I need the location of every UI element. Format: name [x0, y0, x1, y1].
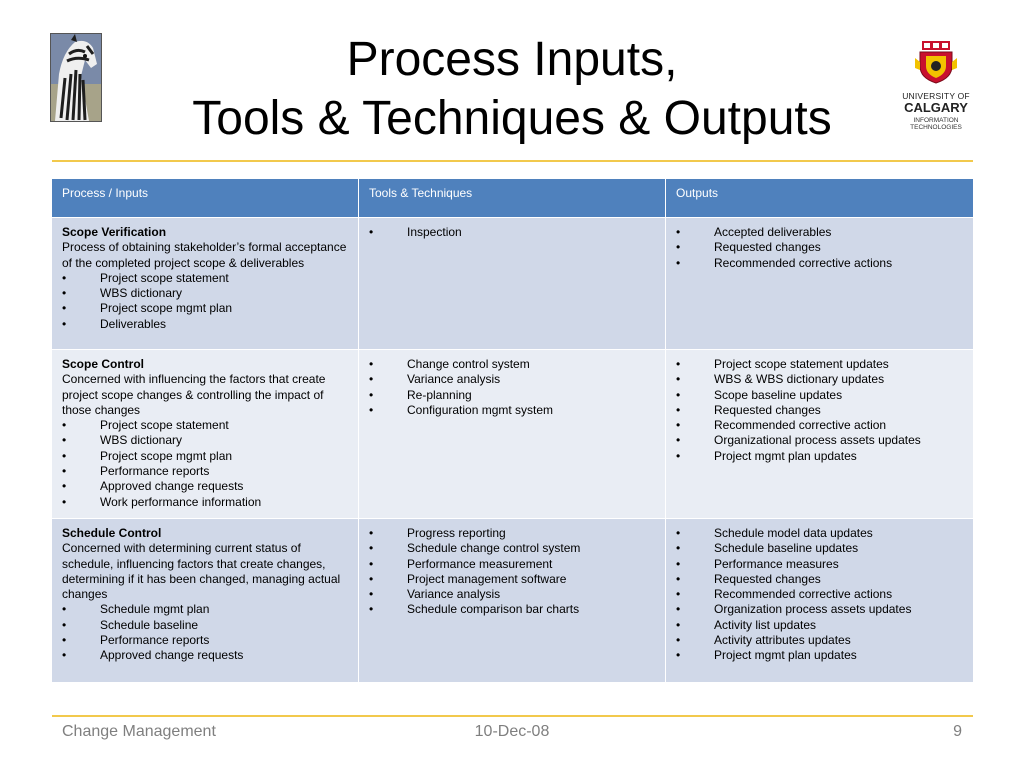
- outputs-list: [676, 526, 964, 664]
- header-outputs: Outputs: [666, 179, 974, 218]
- outputs-cell: [666, 350, 974, 519]
- list-item: • Organization process assets updates: [676, 602, 964, 617]
- outputs-list: [676, 225, 964, 271]
- inputs-list: [62, 418, 349, 510]
- list-item: • Project scope statement updates: [676, 357, 964, 372]
- list-item: • Requested changes: [676, 240, 964, 255]
- tools-list: [369, 357, 656, 418]
- list-item: • Configuration mgmt system: [369, 403, 656, 418]
- list-item: • Schedule baseline updates: [676, 541, 964, 556]
- logo-text-technologies: TECHNOLOGIES: [910, 124, 962, 131]
- list-item: • Project mgmt plan updates: [676, 449, 964, 464]
- tools-cell: [359, 518, 666, 682]
- list-item: • Project scope statement: [62, 418, 349, 433]
- process-description: Concerned with influencing the factors that create project scope changes & controlling the impact of those changes: [62, 372, 326, 417]
- footer-title: Change Management: [62, 723, 216, 740]
- page-number: 9: [953, 723, 962, 740]
- process-name: Scope Control: [62, 357, 145, 371]
- list-item: • Performance reports: [62, 464, 349, 479]
- inputs-list: [62, 271, 349, 332]
- list-item: • Project scope mgmt plan: [62, 449, 349, 464]
- list-item: • Approved change requests: [62, 648, 349, 663]
- list-item: • Performance reports: [62, 633, 349, 648]
- list-item: • Deliverables: [62, 317, 349, 332]
- list-item: • Organizational process assets updates: [676, 433, 964, 448]
- bottom-divider: [52, 715, 973, 717]
- slide-title: [0, 30, 1024, 148]
- list-item: • Schedule baseline: [62, 618, 349, 633]
- university-logo: [900, 40, 972, 130]
- list-item: • Performance measurement: [369, 557, 656, 572]
- top-divider: [52, 160, 973, 162]
- list-item: • Project mgmt plan updates: [676, 648, 964, 663]
- process-cell: [52, 350, 359, 519]
- process-cell: [52, 218, 359, 350]
- list-item: • Change control system: [369, 357, 656, 372]
- process-table: [51, 178, 974, 683]
- outputs-cell: [666, 218, 974, 350]
- table-row: [52, 518, 974, 682]
- table-row: [52, 350, 974, 519]
- header-process-inputs: Process / Inputs: [52, 179, 359, 218]
- logo-text-calgary: CALGARY: [904, 100, 968, 115]
- list-item: • Inspection: [369, 225, 656, 240]
- list-item: • Requested changes: [676, 572, 964, 587]
- tools-list: [369, 225, 656, 240]
- process-description: Process of obtaining stakeholder’s formal acceptance of the completed project scope & deliverables: [62, 240, 347, 270]
- list-item: • Recommended corrective actions: [676, 256, 964, 271]
- title-line-2: Tools & Techniques & Outputs: [192, 92, 832, 145]
- process-description: Concerned with determining current status of schedule, influencing factors that create changes, determining if it has been changed, managing actual changes: [62, 541, 341, 602]
- process-cell: [52, 518, 359, 682]
- list-item: • Schedule model data updates: [676, 526, 964, 541]
- list-item: • Re-planning: [369, 388, 656, 403]
- list-item: • Project scope statement: [62, 271, 349, 286]
- process-name: Scope Verification: [62, 225, 167, 239]
- list-item: • Schedule change control system: [369, 541, 656, 556]
- list-item: • Progress reporting: [369, 526, 656, 541]
- list-item: • Schedule mgmt plan: [62, 602, 349, 617]
- outputs-cell: [666, 518, 974, 682]
- process-name: Schedule Control: [62, 525, 162, 540]
- list-item: • Variance analysis: [369, 372, 656, 387]
- list-item: • Activity attributes updates: [676, 633, 964, 648]
- logo-text-university: UNIVERSITY OF: [902, 91, 970, 101]
- footer-date: 10-Dec-08: [474, 723, 550, 740]
- list-item: • WBS dictionary: [62, 433, 349, 448]
- list-item: • Project scope mgmt plan: [62, 301, 349, 316]
- logo-text-information: INFORMATION: [913, 117, 959, 124]
- table-header-row: [52, 179, 974, 218]
- list-item: • Project management software: [369, 572, 656, 587]
- title-line-1: Process Inputs,: [346, 33, 678, 86]
- list-item: • Scope baseline updates: [676, 388, 964, 403]
- list-item: • Activity list updates: [676, 618, 964, 633]
- list-item: • Schedule comparison bar charts: [369, 602, 656, 617]
- crest-icon: [914, 40, 958, 84]
- list-item: • WBS & WBS dictionary updates: [676, 372, 964, 387]
- list-item: • Accepted deliverables: [676, 225, 964, 240]
- tools-list: [369, 526, 656, 618]
- outputs-list: [676, 357, 964, 464]
- list-item: • Work performance information: [62, 495, 349, 510]
- header-tools-techniques: Tools & Techniques: [359, 179, 666, 218]
- tools-cell: [359, 218, 666, 350]
- list-item: • Variance analysis: [369, 587, 656, 602]
- list-item: • Recommended corrective actions: [676, 587, 964, 602]
- list-item: • Approved change requests: [62, 479, 349, 494]
- tools-cell: [359, 350, 666, 519]
- list-item: • Requested changes: [676, 403, 964, 418]
- list-item: • Performance measures: [676, 557, 964, 572]
- list-item: • WBS dictionary: [62, 286, 349, 301]
- inputs-list: [62, 602, 349, 663]
- list-item: • Recommended corrective action: [676, 418, 964, 433]
- table-row: [52, 218, 974, 350]
